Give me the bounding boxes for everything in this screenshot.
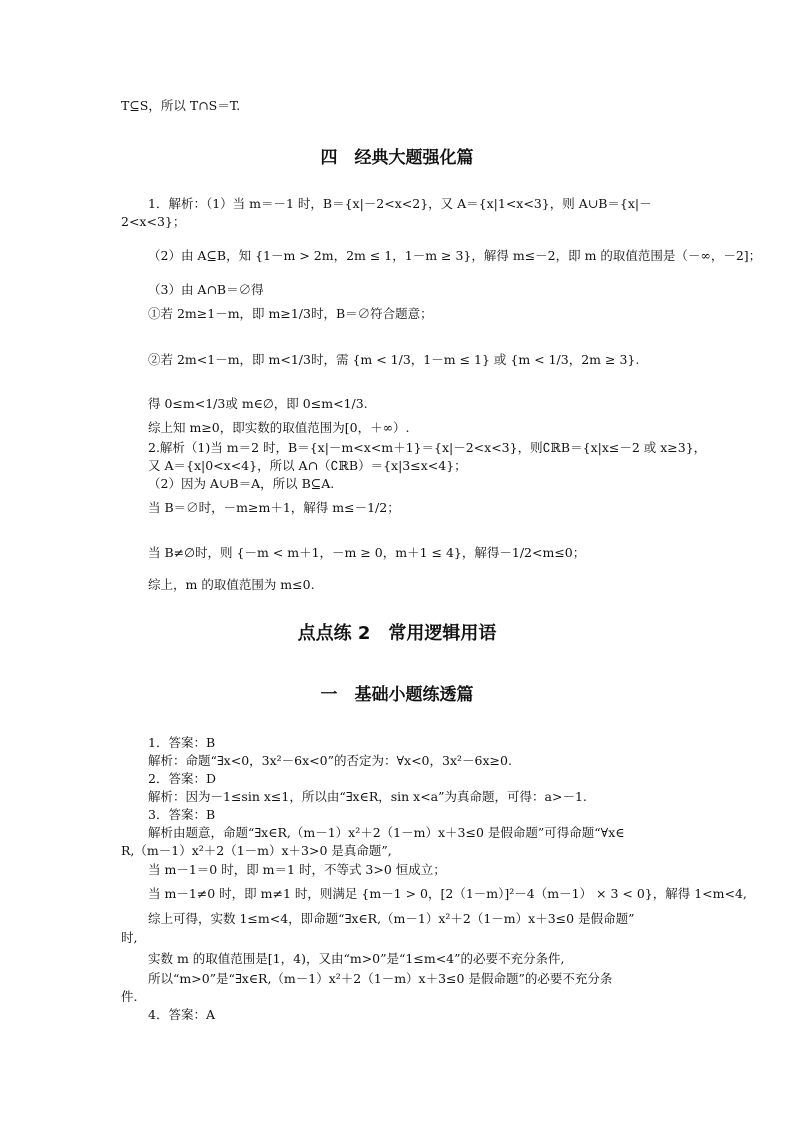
text-line: 又 A＝{x|0<x<4}，所以 A∩（∁ℝB）＝{x|3≤x<4}；	[148, 458, 467, 473]
text-line: 2.解析（1)当 m＝2 时，B＝{x|－m<x<m＋1}＝{x|－2<x<3}，则∁ℝB＝{x|x≤－2 或 x≥3}，	[148, 440, 707, 455]
chapter-title: 点点练 2 常用逻辑用语	[297, 623, 497, 644]
text-line: 解析：命题“∃x<0，3x²－6x<0”的否定为：∀x<0，3x²－6x≥0.	[148, 753, 512, 768]
text-line: 综上，m 的取值范围为 m≤0.	[148, 577, 315, 592]
text-line: 所以“m>0”是“∃x∈R,（m－1）x²＋2（1－m）x＋3≤0 是假命题”的必要不充分条	[148, 971, 613, 986]
text-line: 综上知 m≥0，即实数的取值范围为[0，＋∞）.	[148, 420, 410, 435]
text-line: 时,	[121, 930, 138, 945]
text-line: 2．答案：D	[148, 771, 216, 786]
text-line: 1．解析：（1）当 m＝－1 时，B＝{x|－2<x<2}，又 A＝{x|1<x<3}，则 A∪B＝{x|－	[148, 196, 652, 211]
text-line: 当 m－1≠0 时，即 m≠1 时，则满足 {m－1 > 0，[2（1－m）]²－4（m－1） × 3 < 0}，解得 1<m<4,	[148, 886, 747, 901]
text-line: ②若 2m<1－m，即 m<1/3时，需 {m < 1/3，1－m ≤ 1} 或 {m < 1/3，2m ≥ 3}.	[148, 352, 640, 367]
text-line: R,（m－1）x²＋2（1－m）x＋3>0 是真命题”,	[121, 843, 392, 858]
text-line: 当 B≠∅时，则 {－m < m＋1，－m ≥ 0，m＋1 ≤ 4}，解得－1/2<m≤0；	[148, 545, 586, 560]
text-line: （3）由 A∩B＝∅得	[148, 282, 264, 297]
text-line: 件.	[121, 989, 138, 1004]
text-line: 实数 m 的取值范围是[1，4)，又由“m>0”是“1≤m<4”的必要不充分条件,	[148, 951, 565, 966]
section-title: 一 基础小题练透篇	[320, 685, 474, 705]
text-line: 3．答案：B	[148, 807, 216, 822]
text-line: 4．答案：A	[148, 1007, 215, 1022]
text-line: 解析：因为－1≤sin x≤1，所以由“∃x∈R，sin x<a”为真命题，可得：a>－1.	[148, 789, 587, 804]
text-line: 当 B＝∅时，－m≥m＋1，解得 m≤－1/2；	[148, 500, 400, 515]
text-line: 1．答案：B	[148, 735, 216, 750]
text-line: 综上可得，实数 1≤m<4，即命题“∃x∈R,（m－1）x²＋2（1－m）x＋3≤0 是假命题”	[148, 911, 635, 926]
text-line: 得 0≤m<1/3或 m∈∅，即 0≤m<1/3.	[148, 396, 368, 411]
section-title: 四 经典大题强化篇	[320, 148, 474, 168]
text-line: 当 m－1＝0 时，即 m＝1 时，不等式 3>0 恒成立；	[148, 862, 446, 877]
text-line: 2<x<3}；	[121, 214, 186, 229]
text-line: ①若 2m≥1－m，即 m≥1/3时，B＝∅符合题意；	[148, 306, 433, 321]
text-line: 解析由题意，命题“∃x∈R,（m－1）x²＋2（1－m）x＋3≤0 是假命题”可得命题“∀x∈	[148, 825, 625, 840]
text-line: （2）由 A⊆B，知 {1－m > 2m，2m ≤ 1，1－m ≥ 3}，解得 m≤－2，即 m 的取值范围是（－∞，－2]；	[148, 248, 762, 263]
text-line: T⊆S，所以 T∩S＝T.	[121, 98, 241, 113]
text-line: （2）因为 A∪B＝A，所以 B⊆A.	[148, 476, 335, 491]
